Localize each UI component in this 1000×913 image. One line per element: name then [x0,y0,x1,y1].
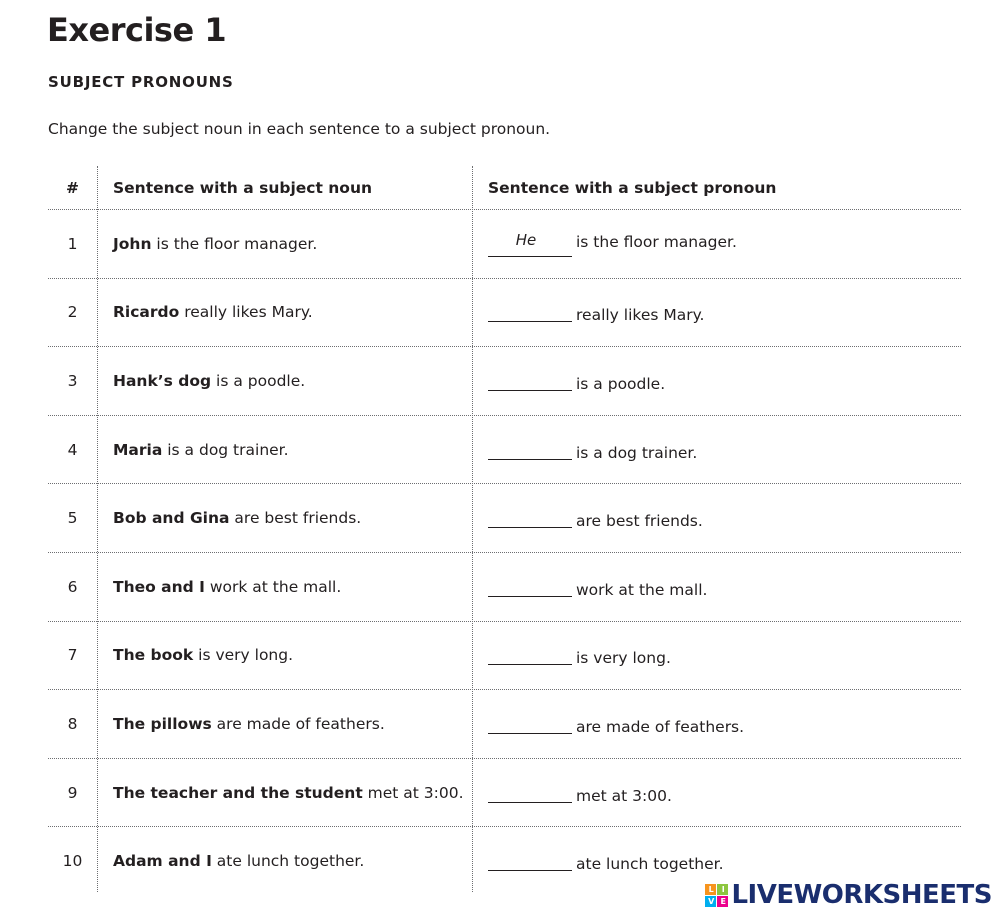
table-row [48,622,961,691]
table-row [48,759,961,828]
sentence-rest: are made of feathers. [211,714,385,733]
noun-sentence [97,509,472,527]
section-subtitle: SUBJECT PRONOUNS [48,73,234,91]
pronoun-sentence [472,506,961,530]
liveworksheets-logo-icon [705,884,728,907]
table-row [48,210,961,279]
table-row [48,416,961,485]
header-subject-noun: Sentence with a subject noun [113,178,373,197]
answer-blank[interactable] [488,714,572,734]
noun-sentence [97,646,472,664]
answer-text: He [515,230,537,249]
subject-noun: Theo and I [113,577,205,596]
sentence-rest: really likes Mary. [576,306,705,325]
logo-tile: E [717,896,728,907]
sentence-rest: is a dog trainer. [162,440,289,459]
row-number: 6 [67,577,78,596]
logo-tile: L [705,884,716,895]
sentence-rest: is very long. [576,649,671,668]
noun-sentence [97,303,472,321]
answer-blank[interactable] [488,371,572,391]
sentence-rest: are made of feathers. [576,717,745,736]
noun-sentence [97,784,472,802]
brand-name: LIVEWORKSHEETS [731,880,992,910]
sentence-rest: is very long. [193,646,294,665]
sentence-rest: ate lunch together. [211,852,365,871]
subject-noun: The teacher and the student [113,783,363,802]
noun-sentence [97,372,472,390]
subject-noun: The book [113,646,194,665]
answer-blank[interactable] [488,302,572,322]
sentence-rest: met at 3:00. [576,786,672,805]
exercise-table [48,166,961,895]
pronoun-sentence [472,300,961,324]
logo-tile: I [717,884,728,895]
row-number: 2 [67,303,78,322]
pronoun-sentence [472,438,961,462]
sentence-rest: is the floor manager. [151,234,318,253]
row-number: 3 [67,371,78,390]
pronoun-sentence [472,230,961,255]
table-row [48,347,961,416]
answer-blank[interactable] [488,851,572,871]
answer-blank[interactable] [488,440,572,460]
instruction-text: Change the subject noun in each sentence to a subject pronoun. [48,120,551,138]
row-number: 9 [67,783,78,802]
noun-sentence [97,578,472,596]
sentence-rest: are best friends. [576,512,703,531]
table-row [48,484,961,553]
row-number: 4 [67,440,78,459]
row-number: 1 [67,234,78,253]
table-row [48,690,961,759]
sentence-rest: is a poodle. [576,374,666,393]
subject-noun: Adam and I [113,852,212,871]
noun-sentence [97,441,472,459]
header-subject-pronoun: Sentence with a subject pronoun [488,178,777,197]
pronoun-sentence [472,643,961,667]
table-row [48,553,961,622]
answer-blank[interactable] [488,577,572,597]
row-number: 5 [67,509,78,528]
pronoun-sentence [472,575,961,599]
header-number: # [66,178,79,197]
pronoun-sentence [472,712,961,736]
table-header-row [48,166,961,210]
pronoun-sentence [472,849,961,873]
subject-noun: Bob and Gina [113,509,230,528]
sentence-rest: met at 3:00. [362,783,464,802]
subject-noun: Hank’s dog [113,371,212,390]
logo-tile: V [705,896,716,907]
row-number: 10 [62,852,83,871]
noun-sentence [97,852,472,870]
sentence-rest: is the floor manager. [576,232,737,251]
answer-blank[interactable] [488,783,572,803]
subject-noun: The pillows [113,714,212,733]
row-number: 8 [67,714,78,733]
answer-blank[interactable] [488,508,572,528]
sentence-rest: work at the mall. [576,580,708,599]
row-number: 7 [67,646,78,665]
page-title: Exercise 1 [47,11,227,49]
answer-blank[interactable] [488,645,572,665]
answer-blank[interactable] [488,230,572,257]
sentence-rest: really likes Mary. [179,303,313,322]
pronoun-sentence [472,781,961,805]
sentence-rest: is a dog trainer. [576,443,698,462]
sentence-rest: are best friends. [229,509,362,528]
noun-sentence [97,235,472,253]
subject-noun: John [113,234,152,253]
table-row [48,279,961,348]
sentence-rest: is a poodle. [211,371,306,390]
liveworksheets-brand[interactable] [705,880,992,910]
pronoun-sentence [472,369,961,393]
subject-noun: Maria [113,440,163,459]
subject-noun: Ricardo [113,303,180,322]
noun-sentence [97,715,472,733]
sentence-rest: work at the mall. [204,577,342,596]
sentence-rest: ate lunch together. [576,855,724,874]
